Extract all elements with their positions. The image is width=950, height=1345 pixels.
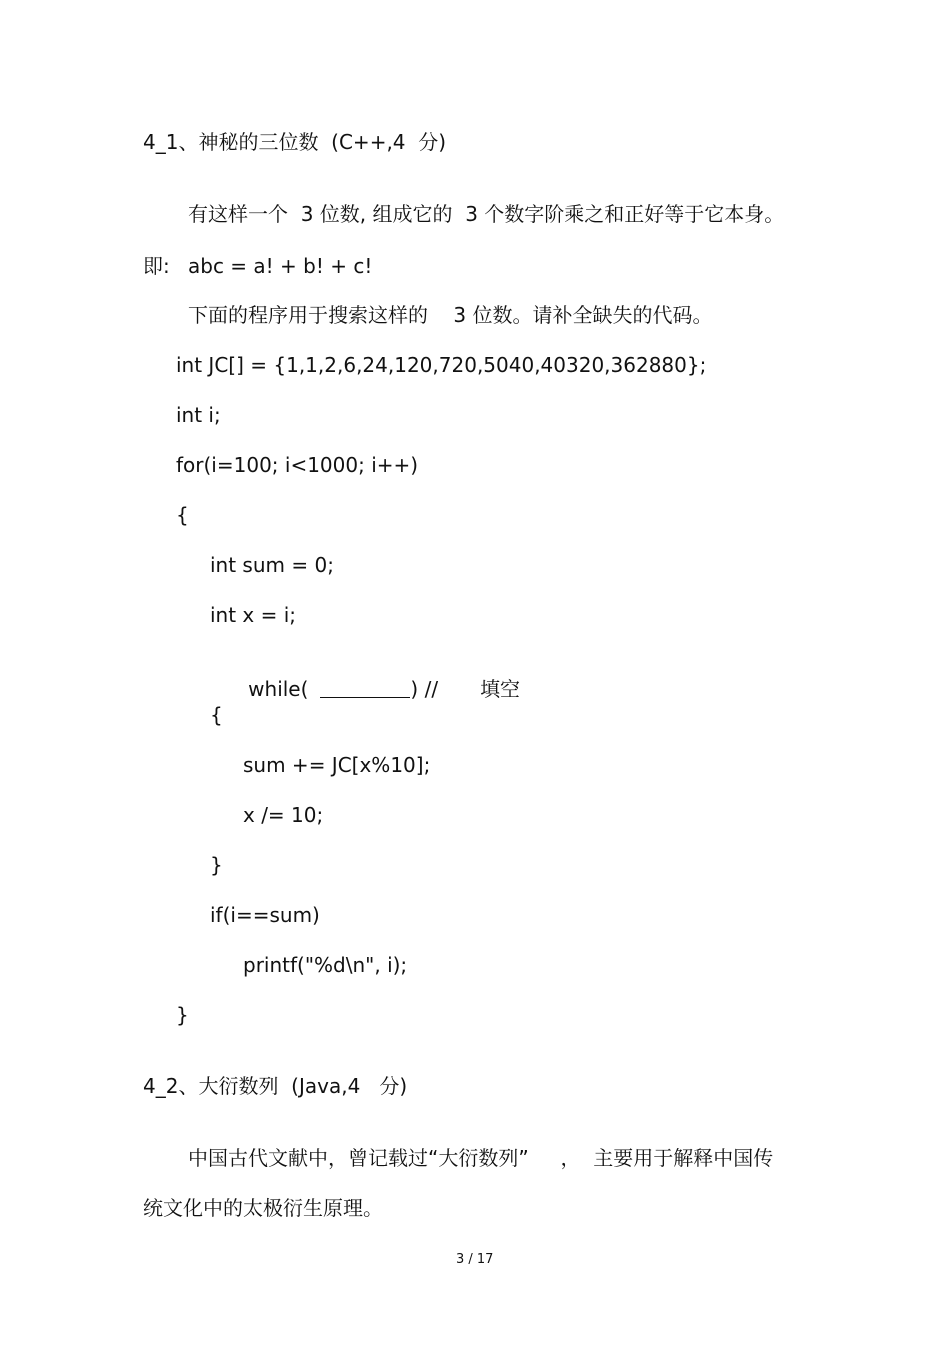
fill-in-blank — [320, 679, 410, 698]
code-line: int x = i; — [210, 603, 297, 627]
code-line: sum += JC[x%10]; — [243, 753, 431, 777]
code-line: { — [176, 503, 189, 527]
section-title-4-1: 4_1、神秘的三位数 (C++,4 分) — [143, 130, 447, 154]
code-line-while — [210, 653, 520, 725]
section-description: 中国古代文献中，曾记载过“大衍数列” ， 主要用于解释中国传 — [188, 1146, 774, 1170]
section-description-continued: 统文化中的太极衍生原理。 — [143, 1196, 383, 1220]
code-line: int JC[] = {1,1,2,6,24,120,720,5040,40320,362880}; — [176, 353, 707, 377]
code-line: if(i==sum) — [210, 903, 320, 927]
factorial-formula: abc = a! + b! + c! — [188, 254, 373, 278]
code-line: int i; — [176, 403, 221, 427]
code-line: { — [210, 703, 223, 727]
code-line: } — [176, 1003, 189, 1027]
page-number: 3 / 17 — [456, 1252, 494, 1267]
task-instruction: 下面的程序用于搜索这样的 3 位数。请补全缺失的代码。 — [188, 303, 713, 327]
code-line: for(i=100; i<1000; i++) — [176, 453, 419, 477]
fill-in-label: 填空 — [480, 677, 521, 701]
while-keyword: while( — [248, 677, 309, 701]
problem-description: 有这样一个 3 位数, 组成它的 3 个数字阶乘之和正好等于它本身。 — [188, 202, 785, 226]
section-title-4-2: 4_2、大衍数列 (Java,4 分) — [143, 1074, 408, 1098]
code-line: x /= 10; — [243, 803, 324, 827]
code-line: } — [210, 853, 223, 877]
while-close-comment: ) // — [410, 677, 439, 701]
code-line: int sum = 0; — [210, 553, 334, 577]
code-line: printf("%d\n", i); — [243, 953, 408, 977]
formula-prefix: 即: — [143, 254, 170, 278]
